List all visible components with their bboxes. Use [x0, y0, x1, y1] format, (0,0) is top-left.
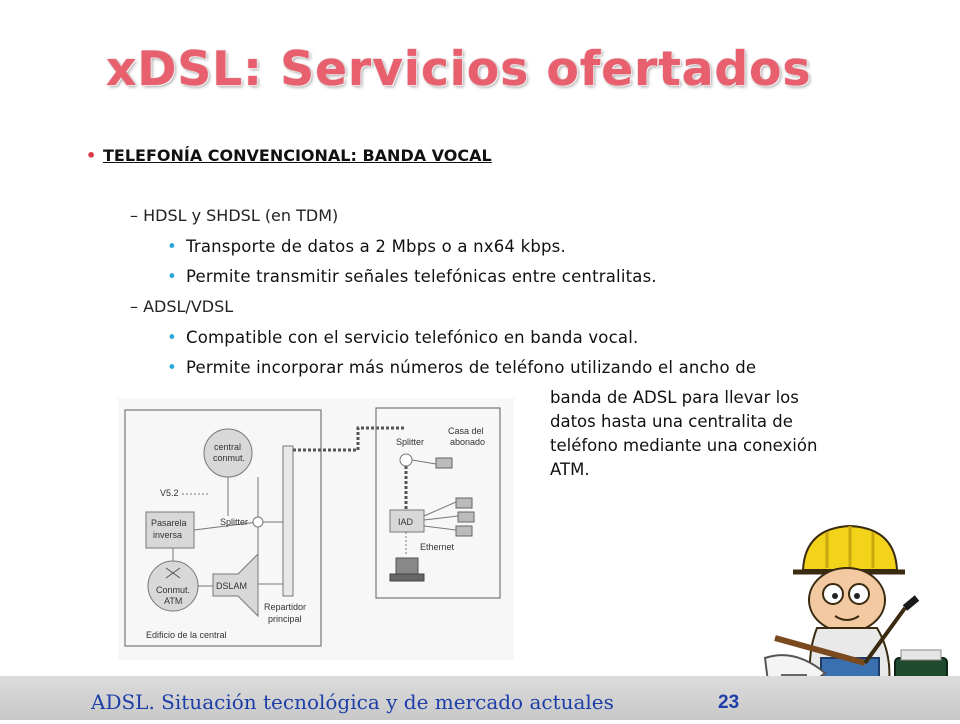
sub-bullet: • — [167, 237, 177, 256]
pasarela-label: Pasarela — [151, 518, 187, 528]
network-diagram — [118, 398, 514, 660]
conmut-atm-label: ATM — [164, 596, 183, 606]
dslam-label: DSLAM — [216, 581, 248, 591]
computer-icon — [396, 558, 418, 574]
v52-label: V5.2 — [160, 488, 179, 498]
network-diagram-svg — [118, 398, 514, 660]
pupil — [854, 593, 860, 599]
sub-bullet: • — [167, 267, 177, 286]
phone-icon — [436, 458, 452, 468]
phone-icon — [456, 526, 472, 536]
casa-label: Casa del — [448, 426, 484, 436]
bullet-continuation: banda de ADSL para llevar los datos hasta una centralita de teléfono mediante una conexión ATM. — [550, 388, 818, 479]
link-line — [424, 516, 458, 520]
heading-text: TELEFONÍA CONVENCIONAL: BANDA VOCAL — [103, 146, 492, 165]
link-line — [424, 502, 456, 516]
splitter-left-node — [253, 517, 263, 527]
casa-label: abonado — [450, 437, 486, 447]
section-label-adsl: – ADSL/VDSL — [130, 297, 234, 316]
brush-tip — [905, 598, 917, 608]
face — [809, 568, 885, 632]
iad-label: IAD — [398, 517, 414, 527]
pasarela-label: inversa — [153, 530, 183, 540]
splitter-right-label: Splitter — [396, 437, 425, 447]
central-conmut-label: conmut. — [213, 453, 246, 463]
ethernet-label: Ethernet — [420, 542, 455, 552]
phone-icon — [456, 498, 472, 508]
section-label-hdsl: – HDSL y SHDSL (en TDM) — [130, 206, 339, 225]
repartidor-label: Repartidor — [264, 602, 307, 612]
splitter-left-label: Splitter — [220, 517, 249, 527]
phone-icon — [458, 512, 474, 522]
edificio-label: Edificio de la central — [146, 630, 227, 640]
heading-bullet: • — [86, 146, 97, 165]
bullet-text: Transporte de datos a 2 Mbps o a nx64 kbps. — [186, 237, 566, 256]
bullet-text: Permite incorporar más números de teléfono utilizando el ancho de — [186, 358, 757, 377]
pupil — [832, 593, 838, 599]
link-line — [424, 526, 456, 530]
conmut-atm-label: Conmut. — [156, 585, 191, 595]
repartidor-label: principal — [268, 614, 302, 624]
ink-jar-lid — [901, 650, 941, 660]
repartidor-frame — [283, 446, 293, 596]
page-number: 23 — [718, 692, 740, 713]
splitter-right-node — [400, 454, 412, 466]
computer-base — [390, 574, 424, 581]
bullet-text: Permite transmitir señales telefónicas entre centralitas. — [186, 267, 657, 286]
central-conmut-label: central — [214, 442, 242, 452]
link-line — [412, 460, 436, 464]
footer-title: ADSL. Situación tecnológica y de mercado actuales — [91, 690, 614, 714]
sub-bullet: • — [167, 358, 177, 377]
slide-title: xDSL: Servicios ofertados — [106, 42, 812, 97]
sub-bullet: • — [167, 328, 177, 347]
subscriber-line — [293, 428, 404, 450]
bullet-text: Compatible con el servicio telefónico en banda vocal. — [186, 328, 639, 347]
